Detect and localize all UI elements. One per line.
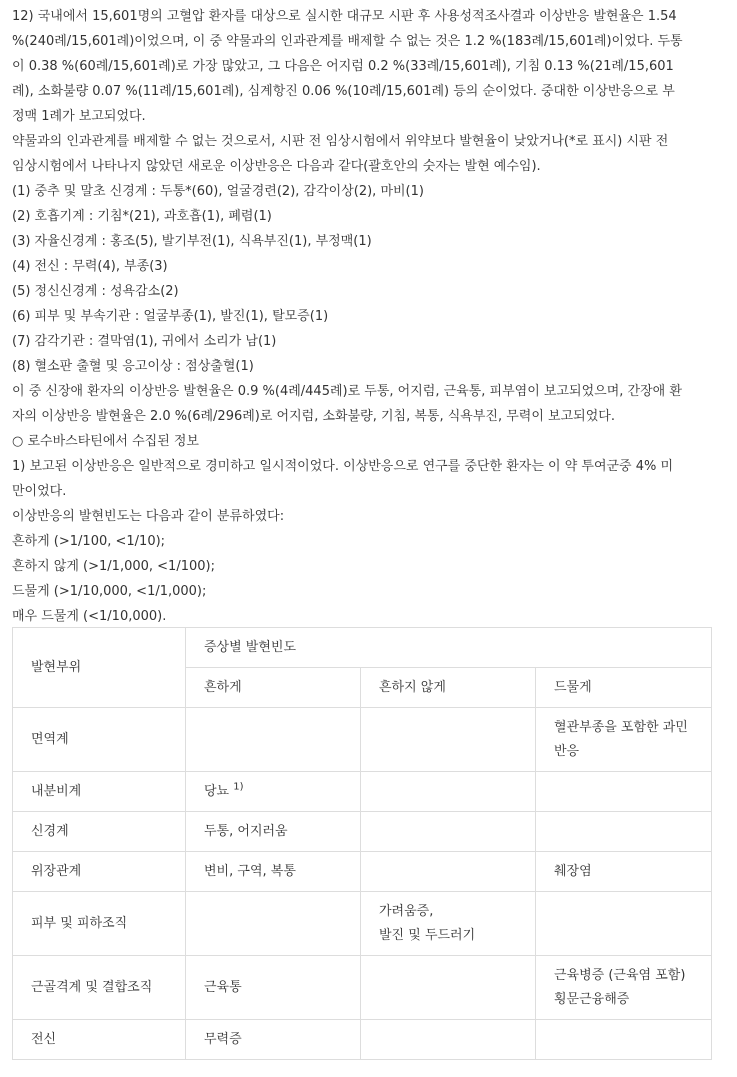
cell-text-line: 혈관부종을 포함한 과민 — [554, 719, 688, 735]
table-cell-site: 내분비계 — [13, 772, 186, 812]
frequency-definition: 흔하게 (>1/100, <1/10); — [12, 534, 166, 549]
table-cell-rare — [536, 956, 712, 1020]
paragraph-line: 례), 소화불량 0.07 %(11례/15,601례), 심계항진 0.06 %(10례/15,601례) 등의 순이었다. 중대한 이상반응으로 부 — [12, 84, 675, 99]
table-cell-rare — [536, 812, 712, 852]
table-row — [13, 772, 712, 812]
table-cell-rare — [536, 1020, 712, 1060]
cell-text-line: 근육병증 (근육염 포함) — [554, 967, 686, 983]
table-cell-site: 위장관계 — [13, 852, 186, 892]
table-cell-rare — [536, 772, 712, 812]
paragraph-line: 1) 보고된 이상반응은 일반적으로 경미하고 일시적이었다. 이상반응으로 연구를 중단한 환자는 이 약 투여군중 4% 미 — [12, 459, 674, 474]
table-cell-site: 신경계 — [13, 812, 186, 852]
table-cell-common: 두통, 어지러움 — [186, 812, 361, 852]
table-cell-site: 면역계 — [13, 708, 186, 772]
list-item: (1) 중추 및 말초 신경계 : 두통*(60), 얼굴경련(2), 감각이상(2), 마비(1) — [12, 184, 424, 199]
paragraph-line: 약물과의 인과관계를 배제할 수 없는 것으로서, 시판 전 임상시험에서 위약보다 발현율이 낮았거나(*로 표시) 시판 전 — [12, 134, 669, 149]
table-row — [13, 708, 712, 772]
table-cell-common: 무력증 — [186, 1020, 361, 1060]
cell-text: 당뇨 — [204, 783, 230, 799]
paragraph-line: 12) 국내에서 15,601명의 고혈압 환자를 대상으로 실시한 대규모 시판 후 사용성적조사결과 이상반응 발현율은 1.54 — [12, 9, 677, 24]
table-row — [13, 1020, 712, 1060]
table-header-row — [13, 628, 712, 668]
list-item: (3) 자율신경계 : 홍조(5), 발기부전(1), 식욕부진(1), 부정맥(1) — [12, 234, 372, 249]
cell-text-line: 횡문근융해증 — [554, 991, 630, 1007]
cell-text-line: 가려움증, — [379, 903, 434, 919]
header-cell-uncommon: 흔하지 않게 — [361, 668, 536, 708]
paragraph-line: 정맥 1례가 보고되었다. — [12, 109, 146, 124]
cell-text-line: 반응 — [554, 743, 580, 759]
list-item: (6) 피부 및 부속기관 : 얼굴부종(1), 발진(1), 탈모증(1) — [12, 309, 329, 324]
section-heading: ○ 로수바스타틴에서 수집된 정보 — [12, 434, 199, 449]
paragraph-line: 자의 이상반응 발현율은 2.0 %(6례/296례)로 어지럼, 소화불량, 기침, 복통, 식욕부진, 무력이 보고되었다. — [12, 409, 615, 424]
table-cell-uncommon — [361, 772, 536, 812]
table-cell-rare — [536, 892, 712, 956]
table-row — [13, 812, 712, 852]
list-item: (2) 호흡기계 : 기침*(21), 과호흡(1), 폐렴(1) — [12, 209, 272, 224]
paragraph-line: 이상반응의 발현빈도는 다음과 같이 분류하였다: — [12, 509, 285, 524]
table-cell-site: 근골격계 및 결합조직 — [13, 956, 186, 1020]
document-body — [12, 4, 712, 629]
list-item: (7) 감각기관 : 결막염(1), 귀에서 소리가 남(1) — [12, 334, 277, 349]
table-row — [13, 852, 712, 892]
table-cell-uncommon — [361, 956, 536, 1020]
table-cell-site: 피부 및 피하조직 — [13, 892, 186, 956]
frequency-definition: 매우 드물게 (<1/10,000). — [12, 609, 167, 624]
frequency-definition: 드물게 (>1/10,000, <1/1,000); — [12, 584, 207, 599]
table-row — [13, 956, 712, 1020]
header-cell-common: 흔하게 — [186, 668, 361, 708]
table-cell-uncommon — [361, 812, 536, 852]
table-cell-rare: 췌장염 — [536, 852, 712, 892]
paragraph-line: 이 0.38 %(60례/15,601례)로 가장 많았고, 그 다음은 어지럼 0.2 %(33례/15,601례), 기침 0.13 %(21례/15,601 — [12, 59, 674, 74]
table-cell-site: 전신 — [13, 1020, 186, 1060]
cell-text-line: 발진 및 두드러기 — [379, 927, 476, 943]
table-cell-common: 근육통 — [186, 956, 361, 1020]
frequency-definition: 흔하지 않게 (>1/1,000, <1/100); — [12, 559, 215, 574]
table-cell-uncommon — [361, 708, 536, 772]
table-row — [13, 892, 712, 956]
table-cell-rare — [536, 708, 712, 772]
table-cell-uncommon — [361, 1020, 536, 1060]
paragraph-line: 임상시험에서 나타나지 않았던 새로운 이상반응은 다음과 같다(괄호안의 숫자는 발현 예수임). — [12, 159, 541, 174]
header-cell-rare: 드물게 — [536, 668, 712, 708]
header-cell-site: 발현부위 — [13, 628, 186, 708]
list-item: (4) 전신 : 무력(4), 부종(3) — [12, 259, 168, 274]
table-cell-common — [186, 708, 361, 772]
list-item: (8) 혈소판 출혈 및 응고이상 : 점상출혈(1) — [12, 359, 254, 374]
header-cell-frequency-group: 증상별 발현빈도 — [186, 628, 712, 668]
list-item: (5) 정신신경계 : 성욕감소(2) — [12, 284, 179, 299]
adverse-reaction-frequency-table — [12, 627, 712, 1060]
paragraph-line: %(240례/15,601례)이었으며, 이 중 약물과의 인과관계를 배제할 수 없는 것은 1.2 %(183례/15,601례)이었다. 두통 — [12, 34, 683, 49]
footnote-marker: 1) — [233, 781, 244, 793]
paragraph-line: 이 중 신장애 환자의 이상반응 발현율은 0.9 %(4례/445례)로 두통, 어지럼, 근육통, 피부염이 보고되었으며, 간장애 환 — [12, 384, 682, 399]
table-cell-uncommon — [361, 892, 536, 956]
table-cell-common: 변비, 구역, 복통 — [186, 852, 361, 892]
paragraph-line: 만이었다. — [12, 484, 67, 499]
table-cell-uncommon — [361, 852, 536, 892]
table-cell-common — [186, 892, 361, 956]
table-cell-common — [186, 772, 361, 812]
